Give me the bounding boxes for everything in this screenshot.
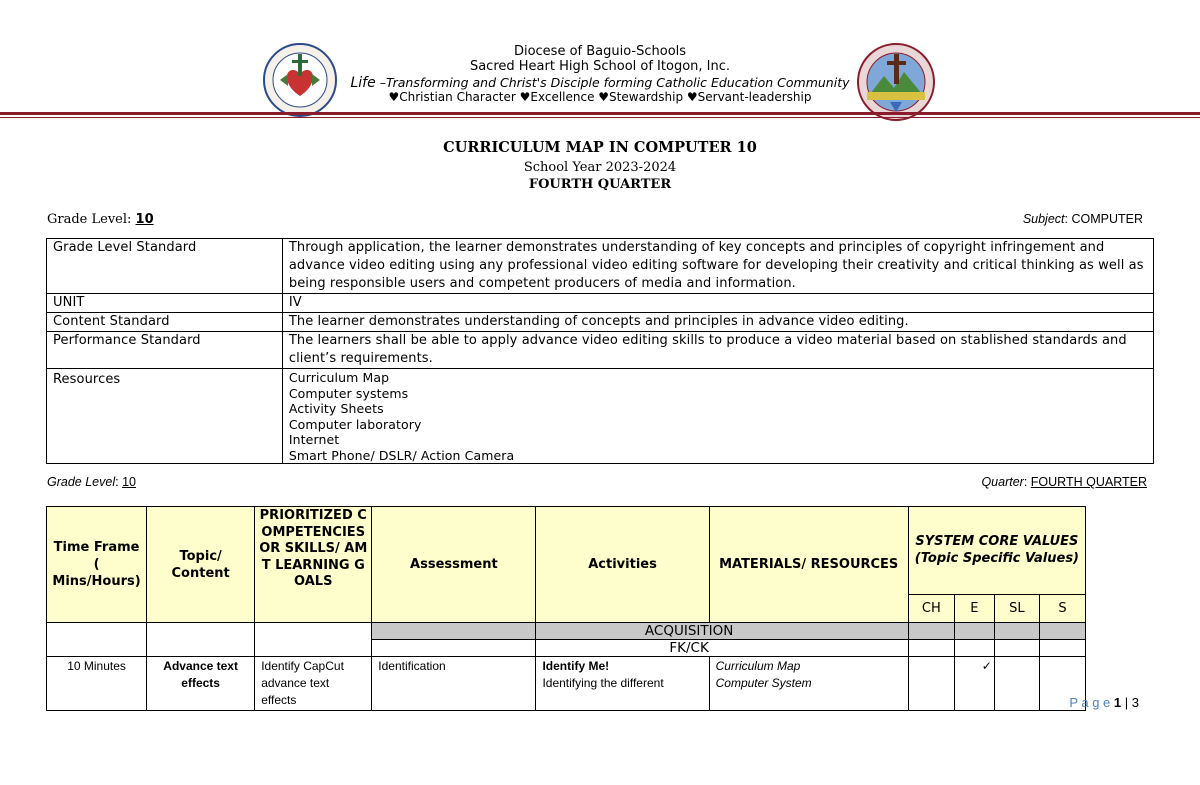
- cell-time: 10 Minutes: [47, 657, 147, 711]
- empty-cell: [372, 623, 536, 640]
- resource-item: Internet: [288, 432, 340, 447]
- subject-label: Subject: [1022, 212, 1065, 226]
- cell-materials: [709, 657, 908, 711]
- page-total: 3: [1131, 695, 1139, 710]
- standard-label: Performance Standard: [47, 332, 283, 369]
- header-rule-thick: [0, 112, 1200, 115]
- header-competencies: PRIORITIZED COMPETENCIES OR SKILLS/ AMT LEARNING GOALS: [255, 507, 372, 623]
- school-name: Sacred Heart High School of Itogon, Inc.: [469, 59, 731, 74]
- empty-cell: [255, 623, 372, 657]
- header-row: [47, 507, 1086, 595]
- header-materials: MATERIALS/ RESOURCES: [709, 507, 908, 623]
- empty-cell: [994, 623, 1039, 640]
- standard-value: The learner demonstrates understanding of concepts and principles in advance video editing.: [282, 313, 1153, 332]
- activity-desc: Identifying the different: [542, 676, 664, 690]
- fkck-label: FK/CK: [536, 640, 908, 657]
- grade-level-value-2: 10: [122, 475, 136, 489]
- grade-level-sep-2: :: [115, 475, 123, 489]
- cell-assessment: Identification: [372, 657, 536, 711]
- header-sl: SL: [994, 595, 1039, 623]
- grade-level-value: 10: [135, 212, 154, 227]
- cell-activities: [536, 657, 709, 711]
- standards-row: [47, 313, 1154, 332]
- resource-item: Smart Phone/ DSLR/ Action Camera: [288, 447, 515, 463]
- standard-value: IV: [282, 294, 1153, 313]
- page-current: 1: [1113, 695, 1122, 710]
- resources-label: Resources: [47, 369, 283, 464]
- empty-cell: [1039, 640, 1085, 657]
- school-seal-logo-right: [856, 42, 936, 122]
- subject-value: : COMPUTER: [1064, 212, 1143, 226]
- standard-label: UNIT: [47, 294, 283, 313]
- material-item: Curriculum Map: [715, 659, 801, 673]
- empty-cell: [47, 623, 147, 657]
- cell-sl: [994, 657, 1039, 711]
- standards-row: [47, 239, 1154, 294]
- quarter-sep: :: [1023, 475, 1031, 489]
- empty-cell: [994, 640, 1039, 657]
- document-title: CURRICULUM MAP IN COMPUTER 10: [443, 139, 757, 156]
- activity-title: Identify Me!: [542, 659, 610, 673]
- quarter-value: FOURTH QUARTER: [1030, 475, 1147, 489]
- empty-cell: [1039, 623, 1085, 640]
- acquisition-label: ACQUISITION: [536, 623, 908, 640]
- standard-value: The learners shall be able to apply advance video editing skills to produce a video material based on stablished standards and client’s requirements.: [282, 332, 1153, 369]
- curriculum-map-table: [46, 506, 1086, 711]
- standard-label: Content Standard: [47, 313, 283, 332]
- page-number: [1069, 695, 1139, 710]
- empty-cell: [954, 640, 994, 657]
- cell-e: [954, 657, 994, 711]
- quarter-label: Quarter: [981, 475, 1024, 489]
- page-word: P a g e: [1069, 695, 1111, 710]
- diocese-name: Diocese of Baguio-Schools: [513, 44, 687, 59]
- cell-competency: Identify CapCut advance text effects: [255, 657, 372, 711]
- standards-row: [47, 294, 1154, 313]
- resource-item: Curriculum Map: [288, 370, 390, 385]
- header-topic: Topic/ Content: [147, 507, 255, 623]
- material-item: Computer System: [715, 676, 812, 690]
- cell-topic: Advance text effects: [147, 657, 255, 711]
- header-assessment: Assessment: [372, 507, 536, 623]
- resource-item: Computer systems: [288, 385, 409, 401]
- grade-level-line-2: [47, 475, 136, 489]
- cell-ch: [908, 657, 954, 711]
- check-icon: ✓: [981, 659, 992, 673]
- header-s: S: [1039, 595, 1085, 623]
- table-row: [47, 657, 1086, 711]
- subject-line: [1023, 212, 1143, 226]
- empty-cell: [954, 623, 994, 640]
- resources-row: [47, 369, 1154, 464]
- standard-value: Through application, the learner demonstrates understanding of key concepts and principles of copyright infringement and advance video editing using any professional video editing software for developing their creativity and critical thinking as well as being responsible users and competent producers of media and information.: [282, 239, 1153, 294]
- header-activities: Activities: [536, 507, 709, 623]
- quarter-line: [981, 475, 1147, 489]
- resource-item: Computer laboratory: [288, 416, 422, 432]
- header-e: E: [954, 595, 994, 623]
- header-core-values: SYSTEM CORE VALUES (Topic Specific Values): [908, 507, 1085, 595]
- header-time-frame: Time Frame ( Mins/Hours): [47, 507, 147, 623]
- page-sep: |: [1121, 695, 1132, 710]
- grade-level-label: Grade Level:: [47, 212, 136, 227]
- empty-cell: [372, 640, 536, 657]
- grade-level-label-2: Grade Level: [47, 475, 116, 489]
- empty-cell: [147, 623, 255, 657]
- empty-cell: [908, 640, 954, 657]
- standards-row: [47, 332, 1154, 369]
- acquisition-row: [47, 623, 1086, 640]
- school-seal-logo-left: [262, 42, 338, 118]
- core-values-line: ♥Christian Character ♥Excellence ♥Stewardship ♥Servant-leadership: [388, 90, 812, 104]
- school-tagline: [340, 75, 860, 91]
- standard-label: Grade Level Standard: [47, 239, 283, 294]
- tagline-life: Life: [350, 75, 376, 91]
- empty-cell: [908, 623, 954, 640]
- tagline-rest: –Transforming and Christ's Disciple forming Catholic Education Community: [375, 75, 850, 90]
- header-rule-thin: [0, 117, 1200, 118]
- quarter-title: FOURTH QUARTER: [528, 177, 672, 192]
- header-ch: CH: [908, 595, 954, 623]
- resource-item: Activity Sheets: [288, 401, 384, 416]
- school-year: School Year 2023-2024: [523, 160, 677, 175]
- resources-list: [282, 369, 1153, 464]
- standards-table: [46, 238, 1154, 464]
- grade-level-line: [47, 212, 154, 227]
